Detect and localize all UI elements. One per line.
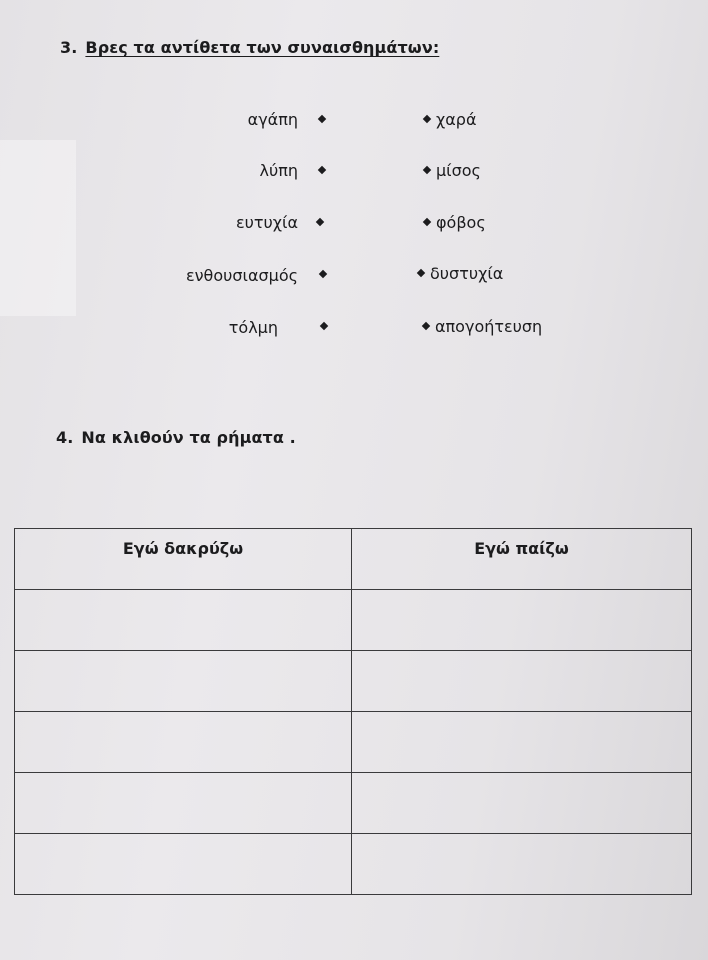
table-row: [15, 834, 692, 895]
right-word-label: δυστυχία: [430, 264, 504, 283]
answer-cell[interactable]: [15, 712, 352, 773]
table-row: [15, 590, 692, 651]
answer-cell[interactable]: [15, 773, 352, 834]
answer-cell[interactable]: [352, 651, 692, 712]
right-word: [423, 317, 542, 336]
table-row: [15, 773, 692, 834]
paper-shadow: [0, 140, 76, 316]
match-dot-right[interactable]: [423, 114, 431, 122]
right-word: [424, 110, 477, 129]
answer-cell[interactable]: [15, 590, 352, 651]
exercise-number: 3.: [60, 38, 78, 57]
match-dot-left[interactable]: [319, 270, 327, 278]
column-header: Εγώ δακρύζω: [15, 529, 352, 590]
answer-cell[interactable]: [352, 712, 692, 773]
answer-cell[interactable]: [15, 834, 352, 895]
right-word: [424, 213, 486, 232]
answer-cell[interactable]: [352, 773, 692, 834]
left-word: ενθουσιασμός: [185, 266, 298, 285]
right-word-label: χαρά: [436, 110, 477, 129]
left-word: αγάπη: [247, 110, 298, 129]
right-word: [424, 161, 481, 180]
answer-cell[interactable]: [352, 590, 692, 651]
answer-cell[interactable]: [352, 834, 692, 895]
left-word: ευτυχία: [236, 213, 298, 232]
left-word: λύπη: [259, 161, 298, 180]
table-row: [15, 712, 692, 773]
table-row: [15, 651, 692, 712]
match-dot-right[interactable]: [423, 165, 431, 173]
right-word-label: απογοήτευση: [435, 317, 543, 336]
match-dot-left[interactable]: [318, 166, 326, 174]
match-dot-right[interactable]: [423, 217, 431, 225]
exercise-3-title: [60, 38, 439, 57]
answer-cell[interactable]: [15, 651, 352, 712]
table-header-row: [15, 529, 692, 590]
exercise-heading: Βρες τα αντίθετα των συναισθημάτων:: [85, 38, 440, 57]
match-dot-left[interactable]: [316, 218, 324, 226]
column-header: Εγώ παίζω: [352, 529, 692, 590]
exercise-heading: Να κλιθούν τα ρήματα .: [81, 428, 296, 447]
match-dot-left[interactable]: [318, 115, 326, 123]
match-dot-right[interactable]: [422, 321, 430, 329]
match-dot-right[interactable]: [417, 268, 425, 276]
left-word: τόλμη: [228, 318, 278, 337]
right-word-label: φόβος: [436, 213, 486, 232]
right-word: [418, 264, 503, 283]
exercise-4-title: [56, 428, 296, 447]
match-dot-left[interactable]: [320, 322, 328, 330]
exercise-number: 4.: [56, 428, 74, 447]
right-word-label: μίσος: [436, 161, 481, 180]
conjugation-table: [14, 528, 692, 895]
